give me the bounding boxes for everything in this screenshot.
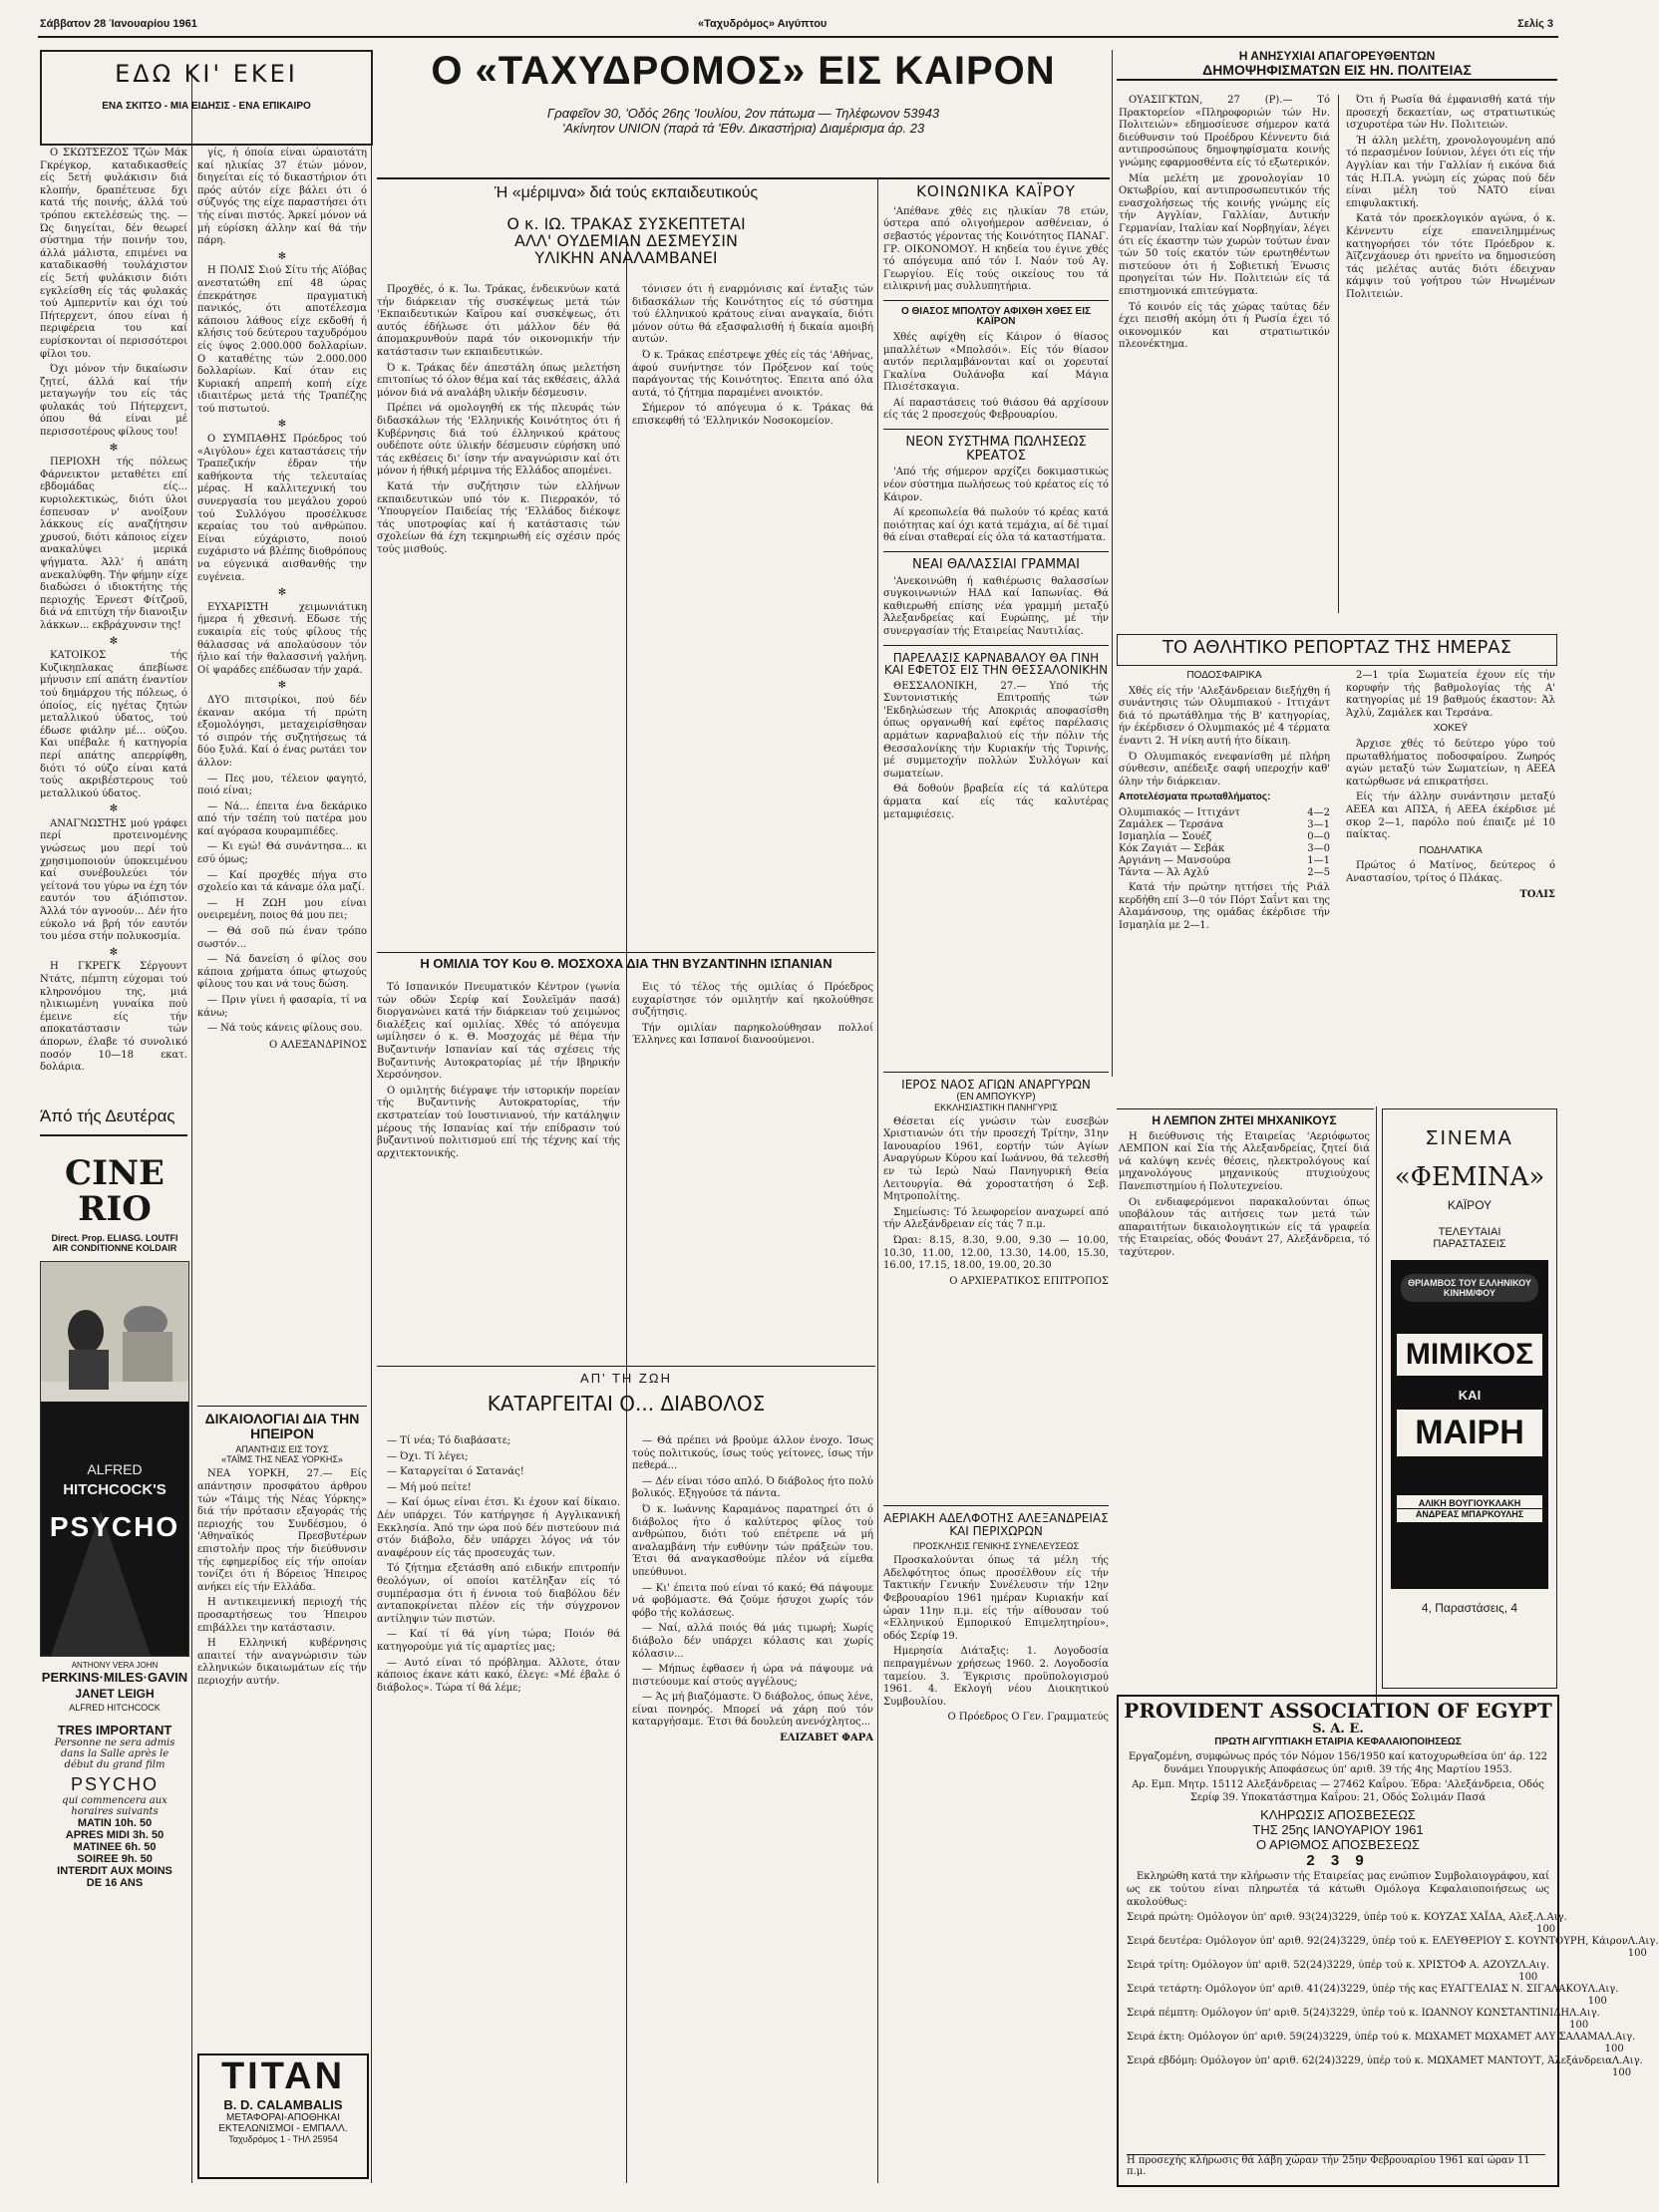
athlitiko-p3: Κατά τήν πρώτην ηττήσει τής Ριάλ κερδήθη επί 3—0 τόν Πόρτ Σαΐντ και της Αλαμάνσουρ, της ομάδας έκέρδισε τήν Ισμαηλία με 2—1. xyxy=(1119,881,1330,931)
diavolos-p14: — Μήπως έφθασεν ή ώρα νά πάψουμε νά πιστεύουμε καί στούς αγγέλους; xyxy=(632,1664,873,1688)
bolshoi-title: Ο ΘΙΑΣΟΣ ΜΠΟΛΤΟΥ ΑΦΙΧΘΗ ΧΘΕΣ ΕΙΣ ΚΑΪΡΟΝ xyxy=(900,305,1092,328)
result-score: 0—0 xyxy=(1307,830,1330,842)
col2-dialogue-1: — Νά... έπειτα ένα δεκάρικο από τήν τσέπη τού πατέρα μου καί αγόρασα κουραμπιέδες. xyxy=(197,800,367,837)
result-score: 3—0 xyxy=(1307,842,1330,854)
dikaiologia-p2: Η αντικειμενική περιοχή τής προσαρτήσεως του Ήπειρου επιβάλλει την κατάστασιν. xyxy=(197,1597,367,1634)
result-row xyxy=(1119,867,1330,879)
star-divider: ✻ xyxy=(109,442,119,454)
dimopsifismata-p5: Ή άλλη μελέτη, χρονολογουμένη από τό περασμένον Ιούνιον, λέγει ότι είς τήν Αγγλίαν και τήν Γαλλίαν ή εικόνα διά τάς Η.Π.Α. γνώμη είς χώρας πού δέν είναι μέλη τού ΝΑΤΟ είναι επιφυλακτική. xyxy=(1346,135,1555,209)
provident-row-text: Σειρά δευτέρα: Ομόλογον ύπ' αριθ. 92(24)3229, ύπέρ τού κ. ΕΛΕΥΘΕΡΙΟΥ Σ. ΚΟΥΝΤΟΥΡΗ, Κάιρον xyxy=(1127,1936,1628,1948)
diavolos-p7: — Καί τί θά γίνη τώρα; Ποιόν θά κατηγορούμε γιά τίς αμαρτίες μας; xyxy=(377,1629,620,1653)
masthead-title: Ο «ΤΑΧΥΔΡΟΜΟΣ» ΕΙΣ ΚΑΙΡΟΝ xyxy=(431,49,1056,93)
cine-rio-name: CINE RIO xyxy=(65,1153,165,1229)
notice-3: début du grand film xyxy=(64,1759,166,1771)
provident-number: 2 3 9 xyxy=(1306,1852,1370,1870)
poster-directed: ALFRED HITCHCOCK xyxy=(69,1703,161,1714)
provident-row xyxy=(1127,2008,1600,2032)
adelfotis-title: ΑΕΡΙΑΚΗ ΑΔΕΛΦΟΤΗΣ ΑΛΕΞΑΝΔΡΕΙΑΣ ΚΑΙ ΠΕΡΙΧΩΡΩΝ xyxy=(883,1511,1109,1538)
result-row xyxy=(1119,843,1330,855)
col2-dialogue-7: — Πριν γίνει ή φασαρία, τί να κάνω; xyxy=(197,995,367,1019)
adelfotis-list: Ημερησία Διάταξις: 1. Λογοδοσία πεπραγμένων χρήσεως 1960. 2. Λογοδοσία ταμείου. 3. Έγκρισις προϋπολογισμού 1961. 4. Εκλογή νέου Διοικητικού Συμβουλίου. xyxy=(883,1646,1109,1708)
trakas-col-b xyxy=(632,284,873,942)
kreatos-p2: Αί κρεοπωλεία θά πωλούν τό κρέας κατά ποιότητας καί όχι κατά τεμάχια, αί δέ τιμαί θά είναι σταθεραί είς όλα τά καταστήματα. xyxy=(883,507,1109,544)
col2-text: γίς, ή όποία είναι ώραιοτάτη καί ηλικίας 37 έτών μόνον, διηγείται είς τό δικαστήριον ότι πρός αύτόν είχε βάλει ότι ό σύζυγός της είχε παραστήσει ότι τής είναι πιστός. Άρκεί μόνον νά μή εύρίσκη άλλην καί θά τήν πάρη. ✻ Η ΠΟΛΙΣ Σιού Σίτυ τής Αϊόβας ανεστατώθη επί 48 ώρας έπεκράτησε πραγματική πανικός, ότι αποτέλεσμα κάποιου λάθους είχε εκδοθή ή κλήσις τού δεύτερου ταχυδρόμου είς ύψος 2.000.000 δολλαρίων. Ο καταθέτης τών 2.000.000 δολλαρίων. Καί όταν εις Κυριακή απρεπή κοπή είχε ιδιαιτέρως μετά τής Τραπέζης τού πιστωτού. ✻ Ο ΣΥΜΠΑΘΗΣ Πρόεδρος τού «Αιγύλου» έχει καταστάσεις τήν Τραπεζικήν έδραν τήν καθήκοντα τής τελευταίας μέρας. Η καλλιτεχνική του συνεργασία του μεγάλου χορού τού Συλλόγου προσέλκυσε κεραίας του τού ανθρώπου. Είναι εύχάριστο, ποιού ευχάριστο νά βλέπης διοθρόπους να εύγενικά αισθανθής την ευγένεια. ✻ ΕΥΧΑΡΙΣΤΗ χειμωνιάτικη ήμερα ή χθεσινή. Εδωσε τής ευκαιρία είς τούς φίλους τής θάλασσας νά απολαύσουν τόν ήλιο καί τήν θαλασσινή γαλήνη. Οί ψαράδες επέδωσαν τήν χαρά. ✻ ΔΥΟ πιτσιρίκοι, πού δέν έκαναν ακόμα τή πρώτη εξομολόγησι, μεταχειρίσθησαν τό σιπρόν τής συζητήσεως τά δύο ξυλά. Καί ό ένας ρωτάει τον άλλον: — Πες μου, τέλειον φαγητό, ποιό είναι; — Νά... έπειτα ένα δεκάρικο από τήν τσέπη τού πατέρα μου καί αγόρασα κουραμπιέδες. — Κι εγώ! Θά συνάντησα... κι εσύ όμως; — Καί προχθές πήγα στο σχολείο και τά κάναμε όλα μαζί. — Η ΖΩΗ μου είναι ονειρεμένη, ποιος θά μου πει; — Θά σοῦ πώ έναν τρόπο σωστόν... — Νά δανείση ό φίλος σου κάποια χρήματα όπως φτωχούς φίλους του και νά τους δώση. — Πριν γίνει ή φασαρία, τί να κάνω; — Νά τούς κάνεις φίλους σου. Ο ΑΛΕΞΑΝΔΡΙΝΟΣ xyxy=(197,148,367,1051)
trakas-p5: τόνισεν ότι ή εναρμόνισις καί ένταξις τών διδασκάλων τής Κοινότητος είς τό σύστημα τού έλληνικού κράτους είναι αναγκαία, διότι μόνον ούτω θά εξασφαλισθή ή δικαία αμοιβή αυτών. xyxy=(632,284,873,346)
provident-row-text: Σειρά τρίτη: Ομόλογον ύπ' αριθ. 52(24)3229, ύπέρ τού κ. ΧΡΙΣΤΟΦ Α. ΑΖΟΥΖ xyxy=(1127,1960,1519,1972)
anargyron-title: ΙΕΡΟΣ ΝΑΟΣ ΑΓΙΩΝ ΑΝΑΡΓΥΡΩΝ xyxy=(901,1078,1091,1092)
athlitiko-signature: ΤΟΛΙΣ xyxy=(1519,888,1555,900)
result-teams: Κόκ Ζαγιάτ — Σεβάκ xyxy=(1119,842,1225,854)
anargyron-p1: Θέσεται είς γνώσιν τών ευσεβών Χριστιανών ότι τήν προσεχή Τρίτην, 31ην Ιανουαρίου 1961, εορτήν τών Αγίων Αναργύρων Κύρου καί Ιωάννου, θά τελεσθή εν τώ Ιερώ Ναώ Πανηγυρική Θεία Λειτουργία. Θά χοροστατήση ό Σεβ. Μητροπολίτης. xyxy=(883,1115,1109,1203)
grammai-p1: 'Ανεκοινώθη ή καθιέρωσις θαλασσίων συγκοινωνιών ΗΑΔ καί Ιαπωνίας. Θά καθιερωθή επίσης νέα γραμμή μεταξύ Άλεξανδρείας καί Ευρώπης, μέ τήν συνεργασίαν τής Εταιρείας Ναυτιλίας. xyxy=(883,575,1109,637)
adelfotis-signature: Ο Πρόεδρος Ο Γεν. Γραμματεύς xyxy=(947,1712,1109,1724)
trakas-p6: Ό κ. Τράκας επέστρεψε χθές είς τάς 'Αθήνας, άφού συνήντησε τόν Πρόξενον καί τούς παράγοντας τής Κοινότητος. Έπειτα από όλα αυτά, τό ζήτημα παραμένει ανοικτόν. xyxy=(632,349,873,399)
provident-row xyxy=(1127,1912,1567,1936)
trakas-h2: ΑΛΛ' ΟΥΔΕΜΙΑΝ ΔΕΣΜΕΥΣΙΝ xyxy=(514,230,738,250)
femina-sinema: ΣΙΝΕΜΑ xyxy=(1426,1127,1513,1149)
provident-row xyxy=(1127,2032,1636,2055)
mosxoxa-p3: Εις τό τέλος τής ομιλίας ό Πρόεδρος ευχαρίστησε τόν ομιλητήν καί ηκολούθησε συζήτησις. xyxy=(632,982,873,1019)
athlitiko-sec3: ΠΟΔΗΛΑΤΙΚΑ xyxy=(1419,844,1483,856)
mosxoxa-p2: Ο ομιλητής διέγραψε τήν ιστορικήν πορείαν τής Βυζαντινής Αυτοκρατορίας, τήν εκστρατείαν τού Ιουστινιανού, τήν κατάληψιν μέρους τής Ισπανίας καί τήν επίδρασιν τού βυζαντινού πολιτισμού επί τής τέχνης καί τής αρχιτεκτονικής. xyxy=(377,1085,620,1159)
provident-title: PROVIDENT ASSOCIATION OF EGYPT xyxy=(1124,1699,1552,1723)
athlitiko-results-title: Αποτελέσματα πρωταθλήματος: xyxy=(1119,791,1271,803)
provident-foot: Η προσεχής κλήρωσις θά λάβη χώραν τήν 25ην Φεβρουαρίου 1961 καί ώραν 11 π.μ. xyxy=(1127,2155,1530,2177)
anargyron-sub2: ΕΚΚΛΗΣΙΑΣΤΙΚΗ ΠΑΝΗΓΥΡΙΣ xyxy=(934,1102,1058,1112)
athlitiko-p4: Άρχισε χθές τό δεύτερο γύρο τού πρωταθλήματος ποδοσφαίρου. Ζωηρός αγών μεταξύ τών Σωματείων, η ΑΕΕΑ κατώρθωσε νά επικρατήσει. xyxy=(1346,738,1555,788)
col2-dialogue-8: — Νά τούς κάνεις φίλους σου. xyxy=(207,1023,363,1035)
dimopsifismata-col-a xyxy=(1119,95,1330,613)
provident-row-text: Σειρά έκτη: Ομόλογον ύπ' αριθ. 59(24)3229, ύπέρ τού κ. ΜΩΧΑΜΕΤ ΜΩΧΑΜΕΤ ΑΛΥ ΣΑΛΑΜΑ xyxy=(1127,2032,1605,2044)
notice-4: qui commencera aux xyxy=(62,1795,167,1807)
titan-l3: Ταχυδρόμος 1 - ΤΗΛ 25954 xyxy=(228,2133,338,2144)
col1-p6: Η ΓΚΡΕΓΚ Σέργουντ Ντάτς, πέμπτη εύχομαι τού κληρονόμου της, μιά ηλικιωμένη γυναίκα πού έμεινε είς τήν αποκατάστασιν τών άπορων, έλαβε τό συνολικό ποσόν 10—18 εκατ. δολάρια. xyxy=(40,961,187,1074)
titan-l1: ΜΕΤΑΦΟΡΑΙ-ΑΠΟΘΗΚΑΙ xyxy=(226,2111,340,2123)
dikaiologia-title: ΔΙΚΑΙΟΛΟΓΙΑΙ ΔΙΑ ΤΗΝ ΗΠΕΙΡΟΝ xyxy=(204,1411,360,1441)
trakas-h3: ΥΛΙΚΗΝ ΑΝΑΛΑΜΒΑΝΕΙ xyxy=(534,247,718,267)
kreatos-p1: 'Από τής σήμερον αρχίζει δοκιμαστικώς νέον σύστημα πωλήσεως τού κρέατος είς τό Κάιρον. xyxy=(883,467,1109,503)
cine-rio-air: AIR CONDITIONNE KOLDAIR xyxy=(52,1243,177,1254)
trakas-p3: Πρέπει νά ομολογηθή εκ τής πλευράς τών διδασκάλων τής 'Ελληνικής Κοινότητος ότι ή Κυβέρνησις διά τού έλληνικού κράτους ουδέποτε ούτε ύλικήν δέσμευσιν εύρήσκη υπό τάς εκθέσεις δι' ίσην τήν αναγνώρισιν καί ότι μόνον ή ήθική μέριμνα τής Ελλάδος απομένει. xyxy=(377,403,620,477)
lemvon-p1: Η διεύθυνσις τής Εταιρείας 'Αεριόφωτος ΛΕΜΠΟΝ καί Σία τής Αλεξανδρείας, ζητεί διά νά καλύψη κενές θέσεις, ηλεκτρολόγους καί μηχανολόγους μηχανικούς πτυχιούχους Πανεπιστημίου ή Πολυτεχνείου. xyxy=(1119,1130,1370,1192)
koinonika-p2: Χθές αφίχθη είς Κάιρον ό θίασος μπαλλέτων «Μπολσόι». Είς τόν θίασον αυτόν περιλαμβάνονται καί οι χορευταί Γκαλίνα Ουλάνοβα καί Μάγια Πλισέτσκαγια. xyxy=(883,331,1109,394)
provident-row xyxy=(1127,1960,1549,1984)
provident-p1: Εργαζομένη, συμφώνως πρός τόν Νόμον 156/1950 καί κατοχυρωθείσα ύπ' άρ. 122 δυνάμει Υπουργικής Αποφάσεως ύπ' αριθ. 39 τής 4ης Μαρτίου 1953. xyxy=(1128,1751,1548,1775)
grammai-title: ΝΕΑΙ ΘΑΛΑΣΣΙΑΙ ΓΡΑΜΜΑΙ xyxy=(912,556,1080,572)
provident-sae: S. A. E. xyxy=(1312,1722,1364,1737)
diavolos-p1: — Τί νέα; Τό διαβάσατε; xyxy=(387,1435,511,1446)
result-score: 3—1 xyxy=(1307,818,1330,830)
anargyron-signature: Ο ΑΡΧΙΕΡΑΤΙΚΟΣ ΕΠΙΤΡΟΠΟΣ xyxy=(949,1275,1109,1287)
notice-5: horaires suivants xyxy=(71,1806,159,1818)
result-teams: Τάντα — Άλ Αχλύ xyxy=(1119,866,1209,878)
dimopsifismata-p6: Κατά τόν προεκλογικόν αγώνα, ό κ. Κέννεντυ είχε επανειλημμένως κατηγορήσει τόν τότε Πρόεδρον κ. Άϊζενχάουερ ότι ηρνείτο να δημοσιεύση τάς μελέτας αυτάς διότι έδειχναν κάμψιν τού γοήτρου τών Ηνωμένων Πολιτειών. xyxy=(1346,213,1555,300)
diavolos-kicker: ΑΠ' ΤΗ ΖΩΗ xyxy=(580,1371,672,1386)
kreatos-title: ΝΕΟΝ ΣΥΣΤΗΜΑ ΠΩΛΗΣΕΩΣ ΚΡΕΑΤΟΣ xyxy=(905,435,1087,464)
col2-dialogue-4: — Η ΖΩΗ μου είναι ονειρεμένη, ποιος θά μου πει; xyxy=(197,897,367,922)
masthead-line1: Γραφεῖον 30, 'Οδός 26ης 'Ιουλίου, 2ον πάτωμα — Τηλέφωνον 53943 xyxy=(546,106,940,121)
poster-janet: JANET LEIGH xyxy=(75,1687,155,1702)
anargyron-sched: Ώραι: 8.15, 8.30, 9.00, 9.30 — 10.00, 10.30, 11.00, 12.00, 13.30, 14.00, 15.30, 16.00, 17.15, 18.00, 19.00, 20.30 xyxy=(883,1234,1109,1272)
athlitiko-p6: Πρώτος ό Ματίνος, δεύτερος ό Αναστασίου, τρίτος ό Πλάκας. xyxy=(1346,860,1555,884)
provident-klirosis: ΚΛΗΡΩΣΙΣ ΑΠΟΣΒΕΣΕΩΣ xyxy=(1260,1807,1416,1823)
athlitiko-r1: 2—1 τρία Σωματεία έχουν είς τήν κορυφήν τής βαθμολογίας τής Α' κατηγορίας μέ 19 βαθμούς έκαστον: Άλ Άχλύ, Ζαμάλεκ και Τερσάνα. xyxy=(1346,670,1555,719)
notice-2: dans la Salle après le xyxy=(60,1748,169,1760)
result-teams: Ολυμπιακός — Ιττιχάντ xyxy=(1119,806,1240,818)
femina-name: «ΦΕΜΙΝΑ» xyxy=(1394,1162,1545,1192)
diavolos-p5: — Καί όμως είναι έτσι. Κι έχουν καί δίκαιο. Δέν υπάρχει. Τόν κατήργησε ή Αγγλικανική Εκκλησία. Άπό την ώρα πού δέν πιστεύουν πιά στόν διάβολο, δέν υπάρχει λόγος νά τόν αναφέρουν είς τάς προσευχάς των. xyxy=(377,1497,620,1559)
col1-p2: Όχι μόνον τήν δικαίωσιν ζητεί, άλλά καί τήν μεταγωγήν του είς τάς φυλακάς τού Πήτερχεντ, όπου θά είναι μέ περισσοτέρους φίλους του! xyxy=(40,364,187,439)
col2-p1: γίς, ή όποία είναι ώραιοτάτη καί ηλικίας 37 έτών μόνον, διηγείται είς τό δικαστήριον ότι πρός αύτόν είχε βάλει ότι ό σύζυγός της είχε παραστήσει ότι τής είναι πιστός. Άρκεί μόνον νά μή εύρίσκη άλλην καί θά τήν πάρη. xyxy=(197,148,367,247)
col1-p3: ΠΕΡΙΟΧΗ τής πόλεως Φάρνεικτον μεταθέτει επί εβδομάδας είς... κυριολεκτικώς, διότι ύλοι έσπευσαν ν' ανοίξουν λάκκους είς αναζήτησιν χρυσού, διότι κάποιος είχεν ανακαλύψει μερικά ψήγματα. Άλλ' ή απάτη ανεκαλύφθη. Τήν φήμην είχε διαδώσει ό ιδιοκτήτης τής περιοχής Έρνεστ Φίτζροϋ, διά νά επιτύχη τήν διανοιξιν λάκκων... εκβράχυνσιν της! xyxy=(40,457,187,631)
diavolos-p10: — Δέν είναι τόσο απλό. Ό διάβολος ήτο πολύ βολικός. Εξηγούσε τά πάντα. xyxy=(632,1475,873,1500)
show-matin: MATIN 10h. 50 xyxy=(77,1817,153,1830)
poster-actors: PERKINS·MILES·GAVIN xyxy=(41,1670,188,1686)
tres-important: TRES IMPORTANT xyxy=(57,1723,172,1738)
femina-last2: ΠΑΡΑΣΤΑΣΕΙΣ xyxy=(1433,1238,1506,1250)
header-page: Σελίς 3 xyxy=(1517,18,1553,30)
header-rule xyxy=(38,36,1558,38)
masthead xyxy=(377,50,1110,184)
poster-art xyxy=(41,1262,188,1656)
koinonika-title: ΚΟΙΝΩΝΙΚΑ ΚΑΪΡΟΥ xyxy=(916,182,1076,200)
result-score: 2—5 xyxy=(1307,866,1330,878)
result-row xyxy=(1119,855,1330,867)
result-row xyxy=(1119,831,1330,843)
star-divider: ✻ xyxy=(109,803,119,815)
col2-signature: Ο ΑΛΕΞΑΝΔΡΙΝΟΣ xyxy=(268,1039,367,1051)
provident-row-value: Λ.Αιγ. 100 xyxy=(1612,2055,1643,2079)
trakas-col-a xyxy=(377,284,620,942)
athlitiko-p5: Είς τήν άλλην συνάντησιν μεταξύ ΑΕΕΑ και ΑΠΣΑ, ή ΑΕΕΑ έκέρδισε μέ σκορ 2—1, παρόλο πού έπαιζε μέ 10 παίκτας. xyxy=(1346,791,1555,841)
star-divider: ✻ xyxy=(109,946,119,958)
col2-p5: ΔΥΟ πιτσιρίκοι, πού δέν έκαναν ακόμα τή πρώτη εξομολόγησι, μεταχειρίσθησαν τό σιπρόν τής συζητήσεως τά δύο ξυλά. Καί ό ένας ρωτάει τον άλλον: xyxy=(197,694,367,769)
femina-kai: ΚΑΙ xyxy=(1458,1388,1482,1403)
dikaiologia-article xyxy=(197,1406,367,1769)
diavolos-p3: — Καταργείται ό Σατανάς! xyxy=(387,1466,524,1478)
psycho-poster xyxy=(40,1261,189,1657)
result-score: 1—1 xyxy=(1307,854,1330,866)
dimopsifismata-p3: Τό κοινόν είς τάς χώρας ταύτας δέν έχει πεισθή ακόμη ότι ή Ρωσία έχει τό οικονομικόν και στρατιωτικόν πλεονέκτημα. xyxy=(1119,301,1330,351)
trakas-p1: Προχθές, ό κ. Ίω. Τράκας, ένδεικνύων κατά τήν διάρκειαν τής συσκέψεως μετά τών 'Εκπαιδευτικών Καΐρου καί συσκέψεως, ότι αυτός έδήλωσε ότι μάλλον δέν θά άπομακρυνθούν παρά τόν οικονομικήν τήν κατάστασιν των εκπαιδευτικών. xyxy=(377,284,620,358)
poster-alfred: ALFRED xyxy=(87,1461,143,1478)
result-teams: Ισμαηλία — Σουέζ xyxy=(1119,830,1212,842)
dimopsifismata-title2: ΔΗΜΟΨΗΦΙΣΜΑΤΩΝ ΕΙΣ ΗΝ. ΠΟΛΙΤΕΙΑΣ xyxy=(1202,61,1472,78)
koinonika-p3: Αί παραστάσεις τού θιάσου θά αρχίσουν είς τάς 2 προσεχούς Φεβρουαρίου. xyxy=(883,397,1109,422)
poster-actors-first: ANTHONY VERA JOHN xyxy=(71,1661,159,1671)
provident-row-value: Λ.Αιγ. 100 xyxy=(1604,2032,1636,2055)
provident-row-value: Λ.Αιγ. 100 xyxy=(1587,1984,1619,2008)
diavolos-col-b xyxy=(632,1435,873,2183)
cine-rio-direct: Direct. Prop. ELIASG. LOUTFI xyxy=(51,1233,178,1244)
lemvon-title: Η ΛΕΜΠΟΝ ΖΗΤΕΙ ΜΗΧΑΝΙΚΟΥΣ xyxy=(1152,1113,1337,1127)
diavolos-p9: — Θά πρέπει νά βρούμε άλλον ένοχο. Ίσως τούς πολιτικούς, ίσως τούς γείτονες, ίσως τήν πεθερά... xyxy=(632,1435,873,1472)
titan-l2: ΕΚΤΕΛΩΝΙΣΜΟΙ - ΕΜΠΑΛΛ. xyxy=(218,2122,348,2134)
lemvon-p2: Οι ενδιαφερόμενοι παρακαλούνται όπως υποβάλουν τάς αιτήσεις των μετά τών απαραιτήτων δικαιολογητικών είς τά γραφεία τής Εταιρείας, οδός Φουάντ 27, Αλεξάνδρεια, τό ταχύτερον. xyxy=(1119,1196,1370,1258)
provident-ad xyxy=(1117,1695,1659,2187)
provident-row-text: Σειρά πέμπτη: Ομόλογον ύπ' αριθ. 5(24)3229, ύπέρ τού κ. ΙΩΑΝΝΟΥ ΚΩΝΣΤΑΝΤΙΝΙΔΗ xyxy=(1127,2008,1570,2020)
titan-ad xyxy=(197,2054,369,2179)
result-row xyxy=(1119,819,1330,831)
femina-shows: 4, Παραστάσεις, 4 xyxy=(1421,1601,1518,1615)
femina-ad xyxy=(1382,1108,1557,1689)
dikaiologia-sub2: «ΤΑΪΜΣ ΤΗΣ ΝΕΑΣ ΥΟΡΚΗΣ» xyxy=(221,1454,343,1465)
provident-row-value: Λ.Αιγ. 100 xyxy=(1518,1960,1549,1984)
provident-row-value: Λ.Αιγ. 100 xyxy=(1627,1936,1659,1960)
provident-p3: Εκληρώθη κατά την κλήρωσιν τής Εταιρείας μας ενώπιον Συμβολαιογράφου, καί ως εκ τούτου είναι πληρωτέα τά κάτωθι Ομόλογα Κεφαλαιοποιήσεως ως ακολούθως: xyxy=(1127,1871,1549,1908)
femina-city: ΚΑΪΡΟΥ xyxy=(1447,1198,1493,1212)
adelfotis-article xyxy=(883,1505,1109,2183)
col2-p2: Η ΠΟΛΙΣ Σιού Σίτυ τής Αϊόβας ανεστατώθη επί 48 ώρας έπεκράτησε πραγματική πανικός, ότι αποτέλεσμα κάποιου λάθους είχε εκδοθή ή κλήσις τού δεύτερου ταχυδρόμου είς ύψος 2.000.000 δολλαρίων. Ο καταθέτης τών 2.000.000 δολλαρίων. Καί όταν εις Κυριακή απρεπή κοπή είχε ιδιαιτέρως μετά τής Τραπέζης τού πιστωτού. xyxy=(197,265,367,415)
cine-rio-apo: Άπό τής Δευτέρας xyxy=(40,1106,175,1125)
diavolos-signature: ΕΛΙΖΑΒΕΤ ΦΑΡΑ xyxy=(780,1733,873,1744)
femina-stars2: ΑΝΔΡΕΑΣ ΜΠΑΡΚΟΥΛΗΣ xyxy=(1397,1509,1542,1522)
athlitiko-sec2: ΧΟΚΕΫ xyxy=(1433,723,1469,735)
diavolos-p13: — Ναί, αλλά ποιός θά μάς τιμωρή; Χωρίς διάβολο δέν υπάρχει κόλασις και χωρίς κόλασιν... xyxy=(632,1623,873,1660)
show-apres: APRES MIDI 3h. 50 xyxy=(65,1829,165,1842)
provident-row xyxy=(1127,1984,1619,2008)
interdit: INTERDIT AUX MOINS xyxy=(57,1865,172,1878)
col1-p1: Ο ΣΚΩΤΣΕΖΟΣ Τζών Μάκ Γκρέγκορ, καταδικασθείς είς 5ετή φυλάκισιν διά κλοπήν, δραπέτευσε δχι κατά τής ποινής, άλλά τού τρόπου εκτελέσεώς της. — Ώς διηγείται, δέν θεωρεί σύστημα τήν ποινήν του, άλλά μάλιστα, επιμένει να καταδικασθή τουλάχιστον είς 5ετή φυλάκισιν διότι εγκλείσθη είς τάς φυλακάς τού Αμπερντίν και όχι τού Πήτερχεντ, όπου είναι ή περιφέρεια του καί ευρίσκονται οί περισσότεροι φίλοι του. xyxy=(40,148,187,360)
col2-dialogue-0: — Πες μου, τέλειον φαγητό, ποιό είναι; xyxy=(197,773,367,797)
athlitiko-p2: Ό Ολυμπιακός ενεφανίσθη μέ πλήρη σύνθεσιν, απέδειξε σαφή υπεροχήν καθ' όλην τήν διάρκειαν. xyxy=(1119,751,1330,788)
femina-badge: ΘΡΙΑΜΒΟΣ ΤΟΥ ΕΛΛΗΝΙΚΟΥ ΚΙΝΗΜ/ΦΟΥ xyxy=(1401,1274,1538,1302)
diavolos-p15: — Άς μή βιαζόμαστε. Ό διάβολος, όπως λένε, είναι πονηρός. Μπορεί νά χάρη πού τόν καταργήσαμε. Έτσι θά δουλεύη ανενόχλητος... xyxy=(632,1692,873,1729)
femina-stars1: ΑΛΙΚΗ ΒΟΥΓΙΟΥΚΛΑΚΗ xyxy=(1397,1495,1542,1508)
dimopsifismata-p2: Μία μελέτη με χρονολογίαν 10 Οκτωβρίου, καί αντιπροσωπευτικόν τής ενασχολήσεως τής κοινής γνώμης είς τήν Αγγλίαν, Γαλλίαν, Δυτικήν Γερμανίαν, Ιταλίαν καί Νορβηγίαν, λέγει ότι είς έκαστην τών χωρών τούτων έναν τών 50 τοίς εκατόν τών ερωτηθέντων πιστεύουν ότι ή Σοβιετική Ένωσις προηγείται τών Ην. Πολιτειών είς τά επιστημονικά επιτεύγματα. xyxy=(1119,172,1330,297)
diavolos-title: ΚΑΤΑΡΓΕΙΤΑΙ Ο... ΔΙΑΒΟΛΟΣ xyxy=(487,1392,766,1416)
mosxoxa-col-a xyxy=(377,982,620,1351)
athlitiko-sec1: ΠΟΔΟΣΦΑΙΡΙΚΑ xyxy=(1186,670,1262,681)
trakas-p7: Σήμερον τό απόγευμα ό κ. Τράκας θά επισκεφθή τό 'Ελληνικόν Νοσοκομείον. xyxy=(632,403,873,427)
mosxoxa-p1: Τό Ισπανικόν Πνευματικόν Κέντρον (γωνία τών οδών Σερίφ καί Σουλεϊμάν πασά) διοργανώνει κατά τήν διάρκειαν τού χειμώνος διαλέξεις καί ομιλίας. Χθές τό απόγευμα ωμίλησεν ό κ. Θ. Μοσχοχάς μέ θέμα τήν Βυζαντινήν Ισπανίαν καί τάς σχέσεις τής Βυζαντινής Αυτοκρατορίας μέ τήν Ιβηρικήν Χερσόνησον. xyxy=(377,982,620,1082)
provident-row-text: Σειρά τετάρτη: Ομόλογον ύπ' αριθ. 41(24)3229, ύπέρ τής κας ΕΥΑΓΓΕΛΙΑΣ Ν. ΣΙΓΑΛΑΚΟΥ xyxy=(1127,1984,1588,1996)
trakas-h1: Ο κ. ΙΩ. ΤΡΑΚΑΣ ΣΥΣΚΕΠΤΕΤΑΙ xyxy=(506,214,746,233)
titan-name: TITAN xyxy=(220,2055,346,2097)
karnezou-title: ΠΑΡΕΛΑΣΙΣ ΚΑΡΝΑΒΑΛΟΥ ΘΑ ΓΙΝΗ ΚΑΙ ΕΦΕΤΟΣ ΕΙΣ ΤΗΝ ΘΕΣΣΑΛΟΝΙΚΗΝ xyxy=(883,650,1109,678)
mosxoxa-col-b xyxy=(632,982,873,1351)
femina-title1: ΜΙΜΙΚΟΣ xyxy=(1397,1334,1542,1376)
header-paper: «Ταχυδρόμος» Αιγύπτου xyxy=(698,18,828,30)
result-teams: Ζαμάλεκ — Τερσάνα xyxy=(1119,818,1224,830)
col2-p3: Ο ΣΥΜΠΑΘΗΣ Πρόεδρος τού «Αιγύλου» έχει καταστάσεις τήν Τραπεζικήν έδραν τήν καθήκοντα τής τελευταίας μέρας. Η καλλιτεχνική του συνεργασία του μεγάλου χορού τού Συλλόγου προσέλκυσε κεραίας του τού ανθρώπου. Είναι εύχάριστο, ποιού ευχάριστο νά βλέπης διοθρόπους να εύγενικά αισθανθής την ευγένεια. xyxy=(197,434,367,583)
trakas-p2: Ό κ. Τράκας δέν άπεστάλη όπως μελετήση επιτοπίως τό όλον θέμα καί τάς εκθέσεις, άλλά μόνον διά νά αναλάβη υλικήν δέσμευσιν. xyxy=(377,362,620,399)
koinonika-p1: 'Απέθανε χθές εις ηλικίαν 78 ετών, ύστερα από ολιγοήμερον ασθένειαν, ό σεβαστός γέροντας τής Κοινότητος ΠΑΝΑΓ. ΓΡ. ΟΙΚΟΝΟΜΟΥ. Η κηδεία του έγινε χθές τό απόγευμα από τόν Ι. Ναόν τού Αγ. Γεωργίου. Είς τούς οικείους του τά ειλικρινή μας συλλυπητήρια. xyxy=(883,205,1109,293)
diavolos-col-a xyxy=(377,1435,620,2183)
provident-row-value: Λ.Αιγ. 100 xyxy=(1536,1912,1567,1936)
star-divider: ✻ xyxy=(109,635,119,647)
dimopsifismata-p4: Ότι ή Ρωσία θά έμφανισθή κατά τήν προσεχή δεκαετίαν, ως στρατιωτικώς ισχυροτέρα τών Ην. Πολιτειών. xyxy=(1346,95,1555,132)
athlitiko-title-box xyxy=(1117,634,1557,666)
col1-header xyxy=(40,50,373,146)
col1-p5: ΑΝΑΓΝΩΣΤΗΣ μού γράφει περί προτεινομένης γνώσεως μου περί τού χρησιμοποιούν ύποκειμένου καί συνέβουλεύει τόν γείτονά του γύρω να έχη τόν εαυτόν του άξιόπιστον. Άλλά τόν αγνοούν... Δέν ήτο εύκολο νά βρή τόν εαυτόν του μέσα στήν πολυκοσμία. xyxy=(40,817,187,943)
diavolos-p12: — Κι' έπειτα πού είναι τό κακό; Θά πάψουμε νά φοβόμαστε. Θά ζούμε ήσυχοι χωρίς τόν φόβο τής κολάσεως. xyxy=(632,1582,873,1619)
karnezou-p1: ΘΕΣΣΑΛΟΝΙΚΗ, 27.— Υπό τής Συντονιστικής Επιτροπής τών 'Εκδηλώσεων τής Αποκριάς αποφασίσθη όπως οργανωθή καί εφέτος παρέλασις αρμάτων καρναβαλιού είς τήν πόλιν τής Θεσσαλονίκης τήν Κυριακήν τής Τυρινής, μέ συμμετοχήν πολλών Συλλόγων καί σωματείων. xyxy=(883,680,1109,780)
interdit-ans: DE 16 ANS xyxy=(86,1877,144,1890)
athlitiko-col-b xyxy=(1346,670,1555,1108)
diavolos-p11: Ό κ. Ιωάννης Καραμάνος παρατηρεί ότι ό διάβολος ήτο ό καλύτερος φίλος τού ανθρώπου, διότι τού επέτρεπε νά μή αναλαμβάνη τήν ευθύνην τών πράξεών του. Έτσι θά αναγκασθούμε πλέον νά είμεθα υπεύθυνοι. xyxy=(632,1503,873,1578)
show-soiree: SOIREE 9h. 50 xyxy=(77,1853,153,1866)
provident-row xyxy=(1127,1936,1659,1960)
col2-dialogue-2: — Κι εγώ! Θά συνάντησα... κι εσύ όμως; xyxy=(197,841,367,866)
mosxoxa-p4: Τήν ομιλίαν παρηκολούθησαν πολλοί Έλληνες και Ισπανοί διανοούμενοι. xyxy=(632,1022,873,1047)
trakas-kicker: Ή «μέριμνα» διά τούς εκπαιδευτικούς xyxy=(494,184,759,201)
provident-row-value: Λ.Αιγ. 100 xyxy=(1569,2008,1600,2032)
dimopsifismata-title1: Η ΑΝΗΣΥΧΙΑΙ ΑΠΑΓΟΡΕΥΘΕΝΤΩΝ xyxy=(1238,49,1436,63)
provident-p2: Αρ. Εμπ. Μητρ. 15112 Αλεξάνδρειας — 27462 Καΐρου. Έδρα: 'Αλεξάνδρεια, Οδός Σερίφ 39. Υποκατάστημα Καΐρου: 21, Οδός Σολιμάν Πασά xyxy=(1132,1779,1544,1803)
notice-psycho: PSYCHO xyxy=(70,1774,160,1795)
col2-p4: ΕΥΧΑΡΙΣΤΗ χειμωνιάτικη ήμερα ή χθεσινή. Εδωσε τής ευκαιρία είς τούς φίλους τής θάλασσας νά απολαύσουν τόν ήλιο καί τήν θαλασσινή γαλήνη. Οί ψαράδες επέδωσαν τήν χαρά. xyxy=(197,601,367,676)
result-teams: Αργιάνη — Μανσούρα xyxy=(1119,854,1231,866)
col1-text xyxy=(40,148,187,1234)
anargyron-sub1: (ΕΝ ΑΜΠΟΥΚΥΡ) xyxy=(956,1091,1036,1103)
adelfotis-p1: Προσκαλούνται όπως τά μέλη τής Αδελφότητος όπως προσέλθουν είς τήν Τακτικήν Γενικήν Συνέλευσιν τήν 12ην Φεβρουαρίου 1961 ημέραν Κυριακήν καί ώραν 11ην π.μ. είς τήν αίθουσαν τού «Ελληνικού Εμπορικού Επιμελητηρίου», οδός Σερίφ 19. xyxy=(883,1555,1109,1642)
diavolos-article xyxy=(377,1371,875,1430)
lemvon-article xyxy=(1119,1114,1370,1693)
athlitiko-col-a xyxy=(1119,670,1330,1108)
show-matinee: MATINEE 6h. 50 xyxy=(73,1841,157,1854)
col2-dialogue-3: — Καί προχθές πήγα στο σχολείο και τά κάναμε όλα μαζί. xyxy=(197,869,367,894)
titan-sub: B. D. CALAMBALIS xyxy=(223,2096,343,2112)
koinonika-article xyxy=(883,184,1109,1062)
adelfotis-sub: ΠΡΟΣΚΛΗΣΙΣ ΓΕΝΙΚΗΣ ΣΥΝΕΛΕΥΣΕΩΣ xyxy=(912,1541,1080,1552)
col1-title: ΕΔΩ ΚΙ' ΕΚΕΙ xyxy=(115,60,298,88)
provident-date: ΤΗΣ 25ης ΙΑΝΟΥΑΡΙΟΥ 1961 xyxy=(1252,1822,1424,1838)
dimopsifismata-col-b xyxy=(1346,95,1555,613)
diavolos-p8: — Αυτό είναι τό πρόβλημα. Άλλοτε, όταν κάποιος έκανε κάτι κακό, έλεγε: «Μέ έβαλε ό διάβολος». Τώρα τί θά λέμε; xyxy=(377,1657,620,1694)
result-score: 4—2 xyxy=(1307,806,1330,818)
notice-1: Personne ne sera admis xyxy=(54,1738,175,1749)
dikaiologia-p1: ΝΕΑ ΥΟΡΚΗ, 27.— Είς απάντησιν προσφάτου άρθρου τών «Τάιμς τής Νέας Υόρκης» διά τήν πρότασιν εξαγοράς τής περιοχής του Συνδέσμου, ό 'Αθηναϊκός Πρεσβυτέρων επιστολήν προς τήν διεύθυνσιν τής εφημερίδος είς τήν οποίαν τονίζει ότι ή Βόρειος Ήπειρος ανήκει είς τήν Ελλάδα. xyxy=(197,1468,367,1593)
anargyron-article xyxy=(883,1072,1109,1490)
poster-psycho: PSYCHO xyxy=(49,1511,180,1543)
masthead-line2: 'Ακίνητον UNION (παρά τά 'Εθν. Δικαστήρια) Διαμέρισμα άρ. 23 xyxy=(561,121,925,136)
femina-title2: ΜΑΙΡΗ xyxy=(1397,1410,1542,1456)
dikaiologia-p3: Η Ελληνική κυβέρνησις απαιτεί τήν αναγνώρισιν τών ελληνικών δικαιωμάτων είς τήν περιοχήν αυτήν. xyxy=(197,1638,367,1687)
mosxoxa-title: Η ΟΜΙΛΙΑ ΤΟΥ Κου Θ. ΜΟΣΧΟΧΑ ΔΙΑ ΤΗΝ ΒΥΖΑΝΤΙΝΗΝ ΙΣΠΑΝΙΑΝ xyxy=(420,956,832,971)
poster-hitchcock: HITCHCOCK'S xyxy=(63,1481,166,1499)
col2-dialogue-6: — Νά δανείση ό φίλος σου κάποια χρήματα όπως φτωχούς φίλους του και νά τους δώση. xyxy=(197,954,367,991)
result-row xyxy=(1119,807,1330,819)
provident-row-text: Σειρά εβδόμη: Ομόλογον ύπ' αριθ. 62(24)3229, ύπέρ τού κ. ΜΩΧΑΜΕΤ ΜΑΝΤΟΥΤ, Άλεξάνδρεια xyxy=(1127,2055,1613,2067)
femina-poster xyxy=(1391,1260,1548,1589)
athlitiko-title: ΤΟ ΑΘΛΗΤΙΚΟ ΡΕΠΟΡΤΑΖ ΤΗΣ ΗΜΕΡΑΣ xyxy=(1162,637,1511,658)
cine-rio-ad xyxy=(40,1106,189,2183)
provident-sub: ΠΡΩΤΗ ΑΙΓΥΠΤΙΑΚΗ ΕΤΑΙΡΙΑ ΚΕΦΑΛΑΙΟΠΟΙΗΣΕΩΣ xyxy=(1214,1737,1462,1747)
provident-row xyxy=(1127,2055,1643,2079)
provident-arithmos: Ο ΑΡΙΘΜΟΣ ΑΠΟΣΒΕΣΕΩΣ xyxy=(1256,1837,1420,1853)
trakas-p4: Κατά τήν συζήτησιν τών ελλήνων εκπαιδευτικών υπό τόν κ. Πιερρακόν, τό 'Υπουργείον Παιδείας τής 'Ελλάδος διέκοψε τάς υποτροφίας καί ή κατάστασις τών σχολείων θά έχη τεκμηριωθή είς σχέσιν πρός τούς μισθούς. xyxy=(377,480,620,555)
col2-dialogue-5: — Θά σοῦ πώ έναν τρόπο σωστόν... xyxy=(197,926,367,950)
col1-p4: ΚΑΤΟΙΚΟΣ τής Κυζικηπλακας άπεβίωσε μήνυσιν επί απάτη έναντίον τού δημάρχου τής πόλεως, ό όποίος, είς ηγέτας ζητών μεταλλικού ύδατος, τού έδωσε φιάλην μέ... ούζου. Και υπέβαλε ή κατηγορία περί απάτης απερρίφθη, διότι τό ούζο είναι κατά τούς ακριβέστερους τού μεταλλικού ύδατος. xyxy=(40,650,187,799)
diavolos-p6: Τό ζήτημα εξετάσθη από ειδικήν επιτροπήν θεολόγων, οί οποίοι κατέληξαν είς τό συμπέρασμα ότι ή έννοια τού διαβόλου δέν ανταποκρίνεται πλέον είς τήν σύγχρονον αντίληψιν τών πιστών. xyxy=(377,1563,620,1625)
diavolos-p2: — Όχι. Τί λέγει; xyxy=(387,1450,469,1462)
provident-row-text: Σειρά πρώτη: Ομόλογον ύπ' αριθ. 93(24)3229, ύπέρ τού κ. ΚΟΥΖΑΣ ΧΑΪΔΑ, Αλεξ. xyxy=(1127,1912,1537,1924)
anargyron-p2: Σημείωσις: Τό λεωφορείον αναχωρεί από τήν Αλεξάνδρειαν είς τάς 7 π.μ. xyxy=(883,1206,1109,1231)
karnezou-p2: Θά δοθούν βραβεία είς τά καλύτερα άρματα καί είς τάς καλυτέρας μεταμφιέσεις. xyxy=(883,784,1109,820)
diavolos-p4: — Μή μού πείτε! xyxy=(387,1481,472,1493)
col1-subtitle: ΕΝΑ ΣΚΙΤΣΟ - ΜΙΑ ΕΙΔΗΣΙΣ - ΕΝΑ ΕΠΙΚΑΙΡΟ xyxy=(102,101,311,113)
dikaiologia-sub1: ΑΠΑΝΤΗΣΙΣ ΕΙΣ ΤΟΥΣ xyxy=(235,1444,329,1455)
header-date: Σάββατον 28 Ίανουαρίου 1961 xyxy=(40,18,197,30)
dimopsifismata-p1: ΟΥΑΣΙΓΚΤΩΝ, 27 (Ρ).— Τό Πρακτορείον «Πληροφοριών τών Ην. Πολιτειών» εδημοσίευσε σήμερον κατά διεύθυνσιν τού Προέδρου Κέννεντυ διά αντιπροσώπους δημοψηφίσματα κοινής γνώμης εφαρμοσθέντα είς τό εξωτερικόν. xyxy=(1119,95,1330,168)
femina-last1: ΤΕΛΕΥΤΑΙΑΙ xyxy=(1438,1226,1501,1238)
athlitiko-p1: Χθές είς τήν 'Αλεξάνδρειαν διεξήχθη ή συνάντησις τών Ολυμπιακού - Ιττιχάντ διά τό πρωτάθλημα τής Β' κατηγορίας, ήν έκέρδισεν ό Ολυμπιακός μέ 4 τέρματα έναντι 2. Ή νίκη αυτή ήτο δίκαιη. xyxy=(1119,685,1330,747)
